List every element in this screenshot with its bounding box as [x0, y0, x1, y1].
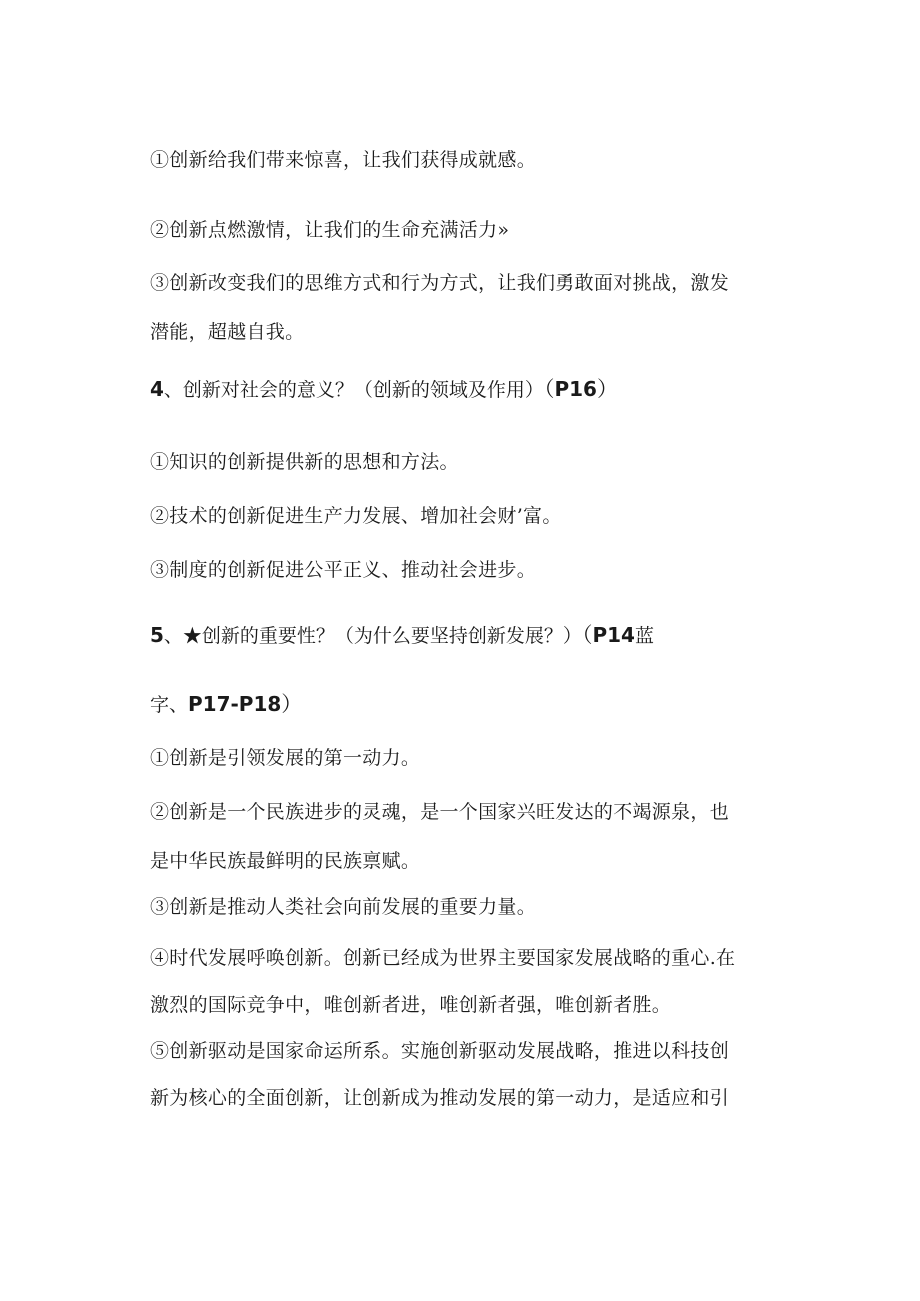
paragraph-line: 新为核心的全面创新，让创新成为推动发展的第一动力，是适应和引 — [150, 1087, 730, 1109]
paragraph-line: ①知识的创新提供新的思想和方法。 — [150, 451, 459, 473]
paragraph-line: 激烈的国际竞争中，唯创新者进，唯创新者强，唯创新者胜。 — [150, 994, 672, 1016]
paragraph-line: ②创新是一个民族进步的灵魂，是一个国家兴旺发达的不竭源泉，也 — [150, 801, 730, 823]
heading-text: 、创新对社会的意义？（创新的领域及作用） — [163, 379, 544, 401]
heading-page-ref: P16 — [554, 377, 597, 401]
paragraph-line: ③制度的创新促进公平正义、推动社会进步。 — [150, 559, 537, 581]
paragraph-line: ②技术的创新促进生产力发展、增加社会财’富。 — [150, 505, 562, 527]
paragraph-line: ③创新改变我们的思维方式和行为方式，让我们勇敢面对挑战，激发 — [150, 272, 730, 294]
section-heading-5 — [150, 623, 654, 648]
paragraph-line: ③创新是推动人类社会向前发展的重要力量。 — [150, 896, 537, 918]
heading-text: 、★创新的重要性？（为什么要坚持创新发展？） — [163, 625, 582, 647]
heading-paren-close: ） — [281, 692, 303, 716]
heading-number: 4 — [150, 377, 164, 401]
heading-page-ref: P17-P18 — [188, 692, 282, 716]
heading-paren: （ — [543, 377, 555, 401]
section-heading-5-continued — [150, 692, 302, 717]
heading-page-ref: P14 — [592, 623, 635, 647]
heading-text: 字、 — [150, 694, 189, 716]
paragraph-line: ⑤创新驱动是国家命运所系。实施创新驱动发展战略，推进以科技创 — [150, 1040, 730, 1062]
heading-tail: 蓝 — [634, 625, 654, 647]
heading-paren-close: ） — [596, 377, 618, 401]
paragraph-line: 是中华民族最鲜明的民族禀赋。 — [150, 850, 421, 872]
heading-paren: （ — [581, 623, 593, 647]
paragraph-line: ④时代发展呼唤创新。创新已经成为世界主要国家发展战略的重心.在 — [150, 947, 736, 969]
paragraph-line: ①创新给我们带来惊喜，让我们获得成就感。 — [150, 149, 537, 171]
paragraph-line: ②创新点燃激情，让我们的生命充满活力» — [150, 219, 510, 241]
paragraph-line: 潜能，超越自我。 — [150, 321, 305, 343]
heading-number: 5 — [150, 623, 164, 647]
section-heading-4 — [150, 377, 618, 402]
paragraph-line: ①创新是引领发展的第一动力。 — [150, 747, 421, 769]
